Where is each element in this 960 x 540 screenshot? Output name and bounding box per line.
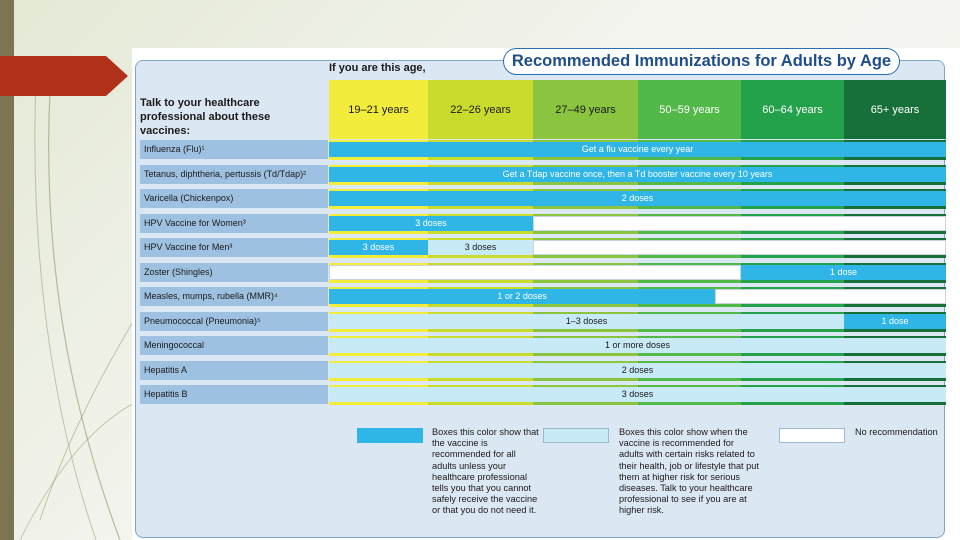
dose-bar-risk: 1–3 doses (329, 314, 844, 329)
dose-bar-risk: 3 doses (428, 240, 533, 255)
dose-bar-risk: 3 doses (329, 387, 946, 402)
dose-bar-risk: 2 doses (329, 363, 946, 378)
dose-bar-rec: 1 dose (844, 314, 946, 329)
red-arrow-tab (0, 56, 128, 96)
age-header: 19–21 years (329, 80, 428, 139)
age-header: 65+ years (844, 80, 946, 139)
age-header: 50–59 years (638, 80, 741, 139)
legend-text-at-risk: Boxes this color show when the vaccine is recommended for adults with certain risks related to their health, job or lifestyle that put them at higher risk for serious diseases. Talk to your healthcare professional to see if you are at higher risk. (619, 427, 759, 516)
vaccine-label: Measles, mumps, rubella (MMR)⁴ (140, 287, 328, 306)
legend-text-none: No recommendation (855, 427, 938, 437)
age-header: 60–64 years (741, 80, 844, 139)
dose-bar-rec: 3 doses (329, 216, 533, 231)
age-header: 22–26 years (428, 80, 533, 139)
vaccine-label: Influenza (Flu)¹ (140, 140, 328, 159)
vaccine-label: Tetanus, diphtheria, pertussis (Td/Tdap)² (140, 165, 328, 184)
chart-title: Recommended Immunizations for Adults by Age (503, 48, 900, 75)
vaccine-label: Pneumococcal (Pneumonia)⁵ (140, 312, 328, 331)
legend-swatch-none (779, 428, 845, 443)
vaccine-label: Zoster (Shingles) (140, 263, 328, 282)
vaccine-label: Meningococcal (140, 336, 328, 355)
vaccine-label: Varicella (Chickenpox) (140, 189, 328, 208)
legend-swatch-at-risk (543, 428, 609, 443)
dose-bar-none (533, 240, 946, 255)
dose-bar-none (715, 289, 946, 304)
legend-text-all-adults: Boxes this color show that the vaccine is recommended for all adults unless your healthcare professional tells you that you cannot safely receive the vaccine or that you do not need it. (432, 427, 539, 516)
dose-bar-rec: 2 doses (329, 191, 946, 206)
vaccine-label: HPV Vaccine for Men³ (140, 238, 328, 257)
dose-bar-rec: 1 or 2 doses (329, 289, 715, 304)
age-prompt: If you are this age, (329, 62, 426, 74)
dose-bar-none (533, 216, 946, 231)
legend-swatch-all-adults (357, 428, 423, 443)
vaccine-label: Hepatitis A (140, 361, 328, 380)
dose-bar-none (329, 265, 741, 280)
vaccine-label: Hepatitis B (140, 385, 328, 404)
vaccine-label: HPV Vaccine for Women³ (140, 214, 328, 233)
talk-prompt: Talk to your healthcare professional about these vaccines: (140, 97, 271, 137)
dose-bar-risk: 1 or more doses (329, 338, 946, 353)
dose-bar-rec: Get a flu vaccine every year (329, 142, 946, 157)
dose-bar-rec: 3 doses (329, 240, 428, 255)
age-header: 27–49 years (533, 80, 638, 139)
dose-bar-rec: 1 dose (741, 265, 946, 280)
dose-bar-rec: Get a Tdap vaccine once, then a Td booster vaccine every 10 years (329, 167, 946, 182)
